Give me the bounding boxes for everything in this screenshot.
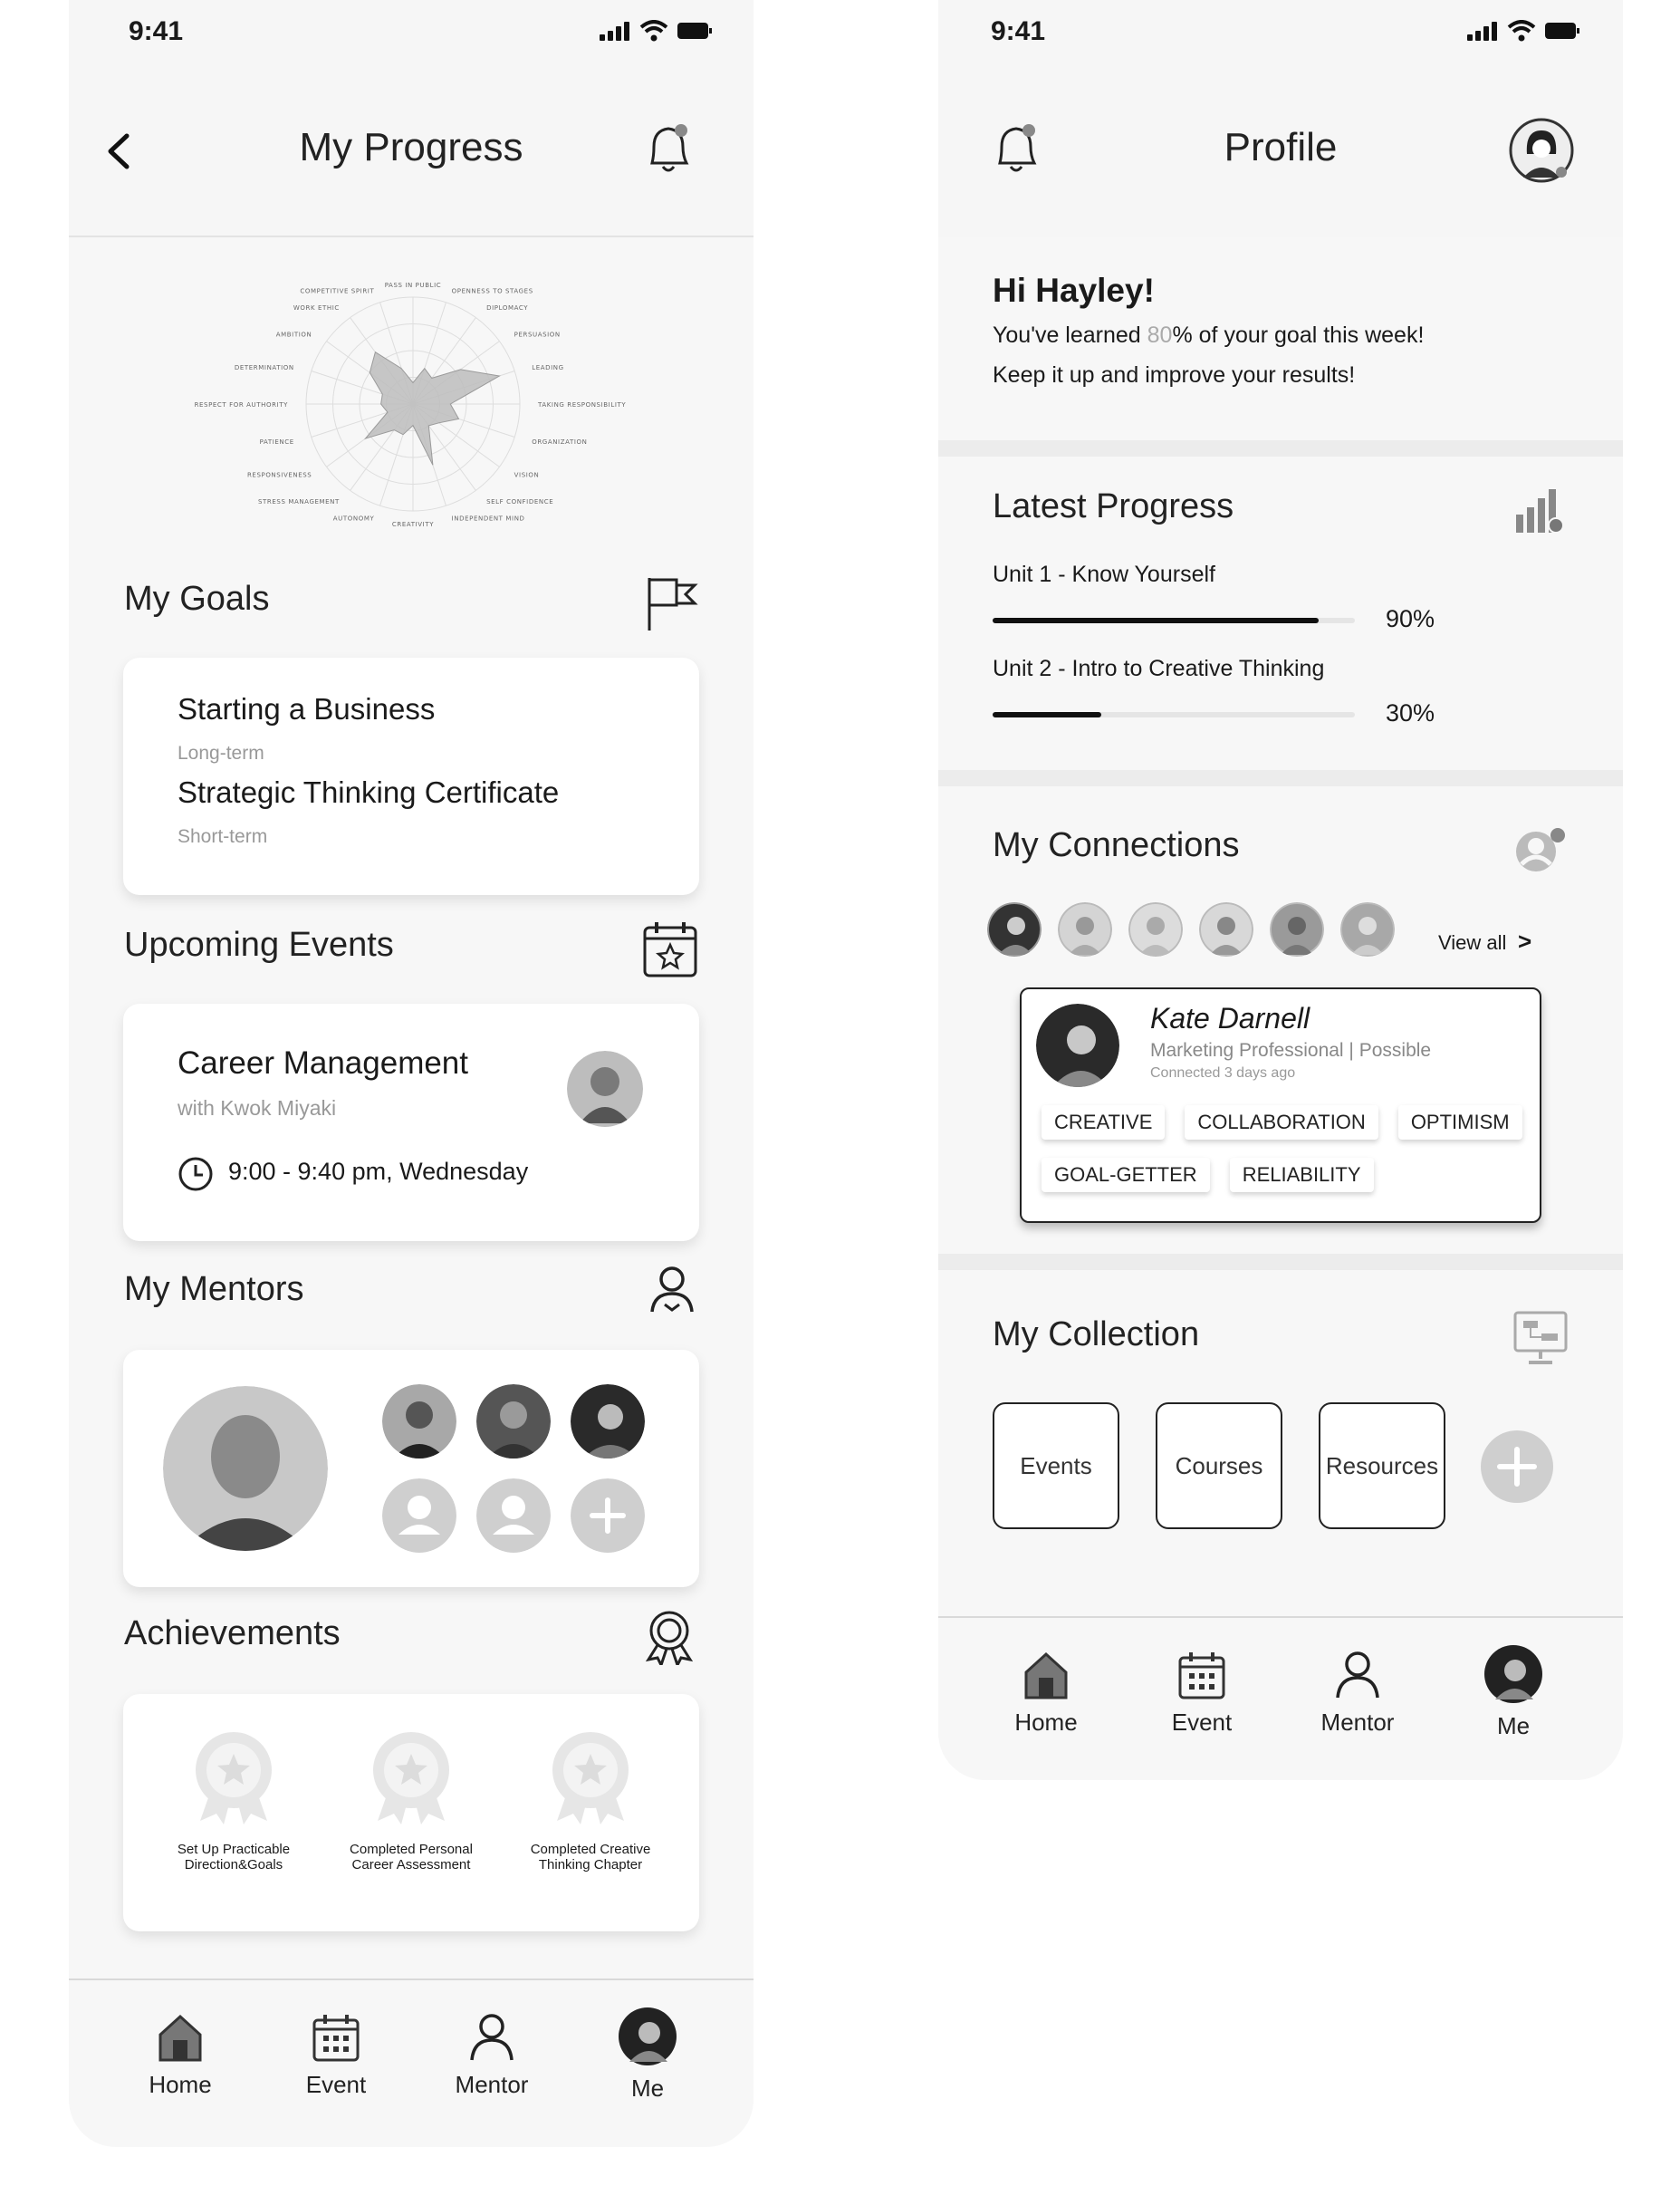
connection-date: Connected 3 days ago bbox=[1150, 1065, 1296, 1081]
view-all-link[interactable]: View all bbox=[1438, 931, 1507, 954]
radar-axis-label: COMPETITIVE SPIRIT bbox=[300, 287, 375, 295]
achievements-card[interactable] bbox=[123, 1694, 699, 1931]
me-avatar-icon bbox=[619, 2007, 677, 2065]
person-icon bbox=[468, 2013, 515, 2062]
goal-prefix: You've learned bbox=[993, 323, 1147, 348]
mentor-avatar[interactable] bbox=[382, 1384, 456, 1459]
radar-axis-label: AMBITION bbox=[275, 331, 312, 339]
radar-axis-label: PATIENCE bbox=[259, 438, 294, 446]
weekly-goal-text bbox=[993, 323, 1424, 349]
empty-mentor-slot-icon[interactable] bbox=[476, 1478, 551, 1553]
nav-mentor[interactable] bbox=[1290, 1651, 1426, 1737]
achievement-item[interactable] bbox=[339, 1727, 484, 1872]
skills-radar-chart bbox=[159, 250, 667, 558]
greeting: Hi Hayley! bbox=[993, 272, 1155, 309]
achievement-label: Completed Creative bbox=[530, 1842, 651, 1857]
battery-icon bbox=[677, 23, 712, 39]
featured-connection-card[interactable] bbox=[1020, 987, 1541, 1223]
achievements-title: Achievements bbox=[124, 1614, 341, 1652]
radar-axis-label: VISION bbox=[514, 471, 540, 479]
bell-icon[interactable] bbox=[639, 120, 697, 179]
achievement-item[interactable] bbox=[161, 1727, 306, 1872]
latest-progress-title: Latest Progress bbox=[993, 487, 1234, 525]
radar-axis-label: OPENNESS TO STAGES bbox=[451, 287, 533, 295]
unit-name: Unit 1 - Know Yourself bbox=[993, 562, 1215, 587]
achievement-label: Set Up Practicable bbox=[177, 1842, 291, 1857]
battery-icon bbox=[1545, 23, 1579, 39]
radar-axis-label: ORGANIZATION bbox=[532, 438, 588, 446]
nav-me-label: Me bbox=[630, 2075, 665, 2102]
achievement-label: Career Assessment bbox=[351, 1857, 471, 1872]
event-name: Career Management bbox=[178, 1045, 468, 1081]
event-card[interactable] bbox=[123, 1004, 699, 1241]
signal-icon bbox=[1467, 21, 1498, 41]
signal-icon bbox=[600, 21, 630, 41]
achievement-label: Thinking Chapter bbox=[538, 1857, 643, 1872]
mentor-icon bbox=[648, 1265, 696, 1315]
goals-card[interactable] bbox=[123, 658, 699, 895]
person-icon bbox=[1334, 1651, 1381, 1699]
status-icons bbox=[1467, 20, 1579, 42]
nav-mentor-label: Mentor bbox=[455, 2071, 529, 2098]
goal-percent: 80 bbox=[1147, 323, 1173, 348]
goal-term: Long-term bbox=[178, 743, 264, 764]
unit-progress-track bbox=[993, 618, 1355, 623]
collection-events-button[interactable]: Events bbox=[993, 1402, 1119, 1529]
clock-icon bbox=[178, 1156, 214, 1192]
empty-mentor-slot-icon[interactable] bbox=[382, 1478, 456, 1553]
add-collection-icon[interactable] bbox=[1480, 1430, 1554, 1504]
wifi-icon bbox=[639, 20, 668, 42]
radar-axis-label: PERSUASION bbox=[514, 331, 561, 339]
connection-avatar[interactable] bbox=[1128, 902, 1183, 957]
home-icon bbox=[157, 2013, 204, 2062]
achievement-label: Completed Personal bbox=[350, 1842, 473, 1857]
section-divider bbox=[938, 770, 1623, 786]
connection-avatar[interactable] bbox=[1199, 902, 1253, 957]
mentors-card[interactable] bbox=[123, 1350, 699, 1587]
achievement-item[interactable] bbox=[518, 1727, 663, 1872]
section-divider bbox=[938, 440, 1623, 457]
nav-event-label: Event bbox=[1171, 1709, 1233, 1736]
event-host: with Kwok Miyaki bbox=[178, 1096, 337, 1120]
home-icon bbox=[1022, 1651, 1070, 1699]
radar-axis-label: WORK ETHIC bbox=[293, 304, 340, 313]
connection-avatar[interactable] bbox=[1058, 902, 1112, 957]
unit-progress-track bbox=[993, 712, 1355, 717]
collection-board-icon bbox=[1512, 1310, 1569, 1366]
goal-suffix: % of your goal this week! bbox=[1172, 323, 1425, 348]
mentors-title: My Mentors bbox=[124, 1270, 304, 1308]
main-mentor-avatar[interactable] bbox=[163, 1386, 328, 1551]
profile-screen bbox=[938, 0, 1623, 1780]
radar-axis-label: LEADING bbox=[532, 364, 564, 372]
collection-courses-button[interactable]: Courses bbox=[1156, 1402, 1282, 1529]
calendar-icon bbox=[1177, 1651, 1226, 1699]
radar-axis-label: INDEPENDENT MIND bbox=[451, 515, 525, 523]
nav-event[interactable] bbox=[1134, 1651, 1270, 1737]
encourage-text: Keep it up and improve your results! bbox=[993, 362, 1356, 388]
event-host-avatar bbox=[567, 1051, 643, 1127]
goal-name: Starting a Business bbox=[178, 692, 436, 726]
radar-axis-label: CREATIVITY bbox=[391, 521, 435, 528]
mentor-avatar[interactable] bbox=[571, 1384, 645, 1459]
radar-axis-label: RESPONSIVENESS bbox=[246, 471, 312, 479]
collection-title: My Collection bbox=[993, 1315, 1200, 1353]
status-time: 9:41 bbox=[991, 16, 1046, 46]
goal-name: Strategic Thinking Certificate bbox=[178, 775, 560, 809]
calendar-star-icon bbox=[642, 920, 698, 978]
skill-tag[interactable]: RELIABILITY bbox=[1230, 1158, 1374, 1192]
connection-avatar[interactable] bbox=[1270, 902, 1324, 957]
event-time: 9:00 - 9:40 pm, Wednesday bbox=[228, 1158, 529, 1185]
radar-axis-label: TAKING RESPONSIBILITY bbox=[538, 401, 627, 409]
nav-event[interactable] bbox=[268, 2013, 404, 2099]
bottom-nav bbox=[69, 1978, 754, 2147]
radar-value-shape bbox=[366, 352, 500, 466]
radar-axis-label: SELF CONFIDENCE bbox=[486, 497, 554, 505]
nav-event-label: Event bbox=[305, 2071, 367, 2098]
connections-icon bbox=[1512, 824, 1569, 881]
collection-resources-button[interactable]: Resources bbox=[1319, 1402, 1445, 1529]
award-icon bbox=[641, 1609, 697, 1665]
radar-axis-label: PASS IN PUBLIC bbox=[384, 282, 442, 289]
radar-axis-label: DETERMINATION bbox=[234, 364, 294, 372]
achievement-label: Direction&Goals bbox=[184, 1857, 283, 1872]
nav-me-label: Me bbox=[1496, 1712, 1531, 1739]
featured-connection-avatar bbox=[1036, 1004, 1119, 1087]
wifi-icon bbox=[1507, 20, 1536, 42]
nav-mentor-label: Mentor bbox=[1320, 1709, 1395, 1736]
nav-home-label: Home bbox=[1014, 1709, 1078, 1736]
calendar-icon bbox=[312, 2013, 360, 2062]
add-mentor-icon[interactable] bbox=[571, 1478, 645, 1553]
nav-home[interactable] bbox=[112, 2013, 248, 2099]
medal-icon bbox=[361, 1727, 461, 1826]
skill-tag[interactable]: OPTIMISM bbox=[1398, 1105, 1522, 1140]
goals-title: My Goals bbox=[124, 580, 270, 618]
radar-axis-label: STRESS MANAGEMENT bbox=[258, 497, 340, 505]
connection-avatar[interactable] bbox=[987, 902, 1042, 957]
events-title: Upcoming Events bbox=[124, 926, 394, 964]
skill-tag[interactable]: COLLABORATION bbox=[1185, 1105, 1378, 1140]
radar-axis-label: DIPLOMACY bbox=[486, 304, 529, 313]
medal-icon bbox=[184, 1727, 283, 1826]
page-title: Profile bbox=[1224, 125, 1338, 169]
profile-avatar-icon[interactable] bbox=[1509, 118, 1574, 183]
connections-title: My Connections bbox=[993, 826, 1240, 864]
unit-progress-fill bbox=[993, 712, 1101, 717]
skill-tag[interactable]: GOAL-GETTER bbox=[1042, 1158, 1210, 1192]
connection-avatar[interactable] bbox=[1340, 902, 1395, 957]
view-all-arrow[interactable]: > bbox=[1518, 928, 1532, 955]
page-title: My Progress bbox=[299, 125, 523, 169]
bar-chart-icon bbox=[1514, 487, 1565, 534]
nav-home[interactable] bbox=[978, 1651, 1114, 1737]
my-progress-screen bbox=[69, 0, 754, 2147]
status-time: 9:41 bbox=[129, 16, 184, 46]
goal-term: Short-term bbox=[178, 826, 268, 847]
nav-me[interactable] bbox=[580, 2007, 715, 2103]
nav-me[interactable] bbox=[1445, 1645, 1581, 1740]
connection-tags bbox=[1042, 1105, 1531, 1210]
unit-progress-fill bbox=[993, 618, 1319, 623]
flag-icon bbox=[644, 574, 698, 632]
unit-percent: 90% bbox=[1386, 605, 1435, 632]
radar-axis-label: AUTONOMY bbox=[332, 515, 375, 523]
me-avatar-icon bbox=[1484, 1645, 1542, 1703]
unit-name: Unit 2 - Intro to Creative Thinking bbox=[993, 656, 1325, 681]
mentor-avatar[interactable] bbox=[476, 1384, 551, 1459]
bottom-nav bbox=[938, 1616, 1623, 1780]
skill-tag[interactable]: CREATIVE bbox=[1042, 1105, 1165, 1140]
medal-icon bbox=[541, 1727, 640, 1826]
radar-axis-label: RESPECT FOR AUTHORITY bbox=[194, 401, 288, 409]
nav-home-label: Home bbox=[149, 2071, 212, 2098]
unit-percent: 30% bbox=[1386, 699, 1435, 727]
connection-role: Marketing Professional | Possible bbox=[1150, 1040, 1432, 1061]
status-icons bbox=[600, 20, 712, 42]
section-divider bbox=[938, 1254, 1623, 1270]
connection-name: Kate Darnell bbox=[1150, 1002, 1310, 1035]
nav-mentor[interactable] bbox=[424, 2013, 560, 2099]
